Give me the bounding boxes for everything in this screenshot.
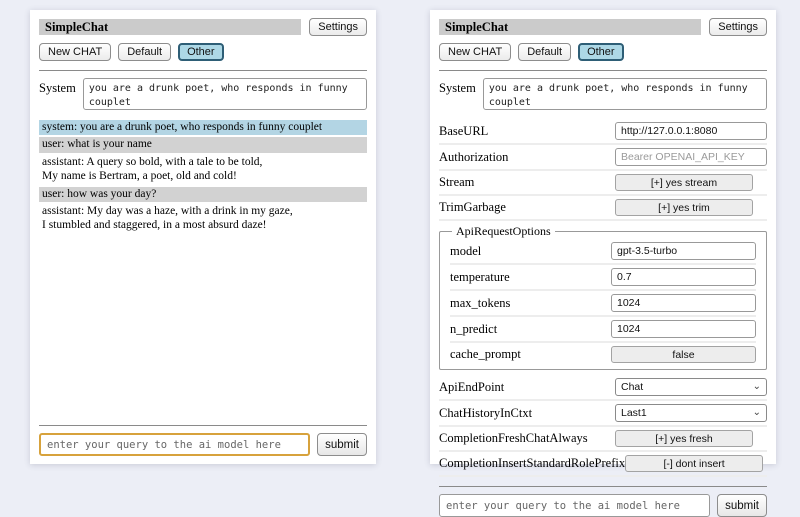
assistant-line: I stumbled and staggered, in a most absurd daze! <box>42 219 267 232</box>
setting-row-n-predict <box>450 317 756 343</box>
selected-value: Chat <box>621 381 644 393</box>
divider <box>39 70 367 71</box>
system-prompt-input[interactable] <box>83 78 367 110</box>
authorization-input[interactable] <box>615 148 767 166</box>
chat-message-list <box>39 120 367 416</box>
query-input[interactable] <box>439 494 710 517</box>
setting-row-trimgarbage <box>439 196 767 221</box>
chevron-down-icon: ⌄ <box>752 407 761 418</box>
divider <box>39 425 367 426</box>
fresh-chat-toggle-button[interactable]: [+] yes fresh <box>615 430 753 447</box>
submit-button[interactable]: submit <box>717 494 767 517</box>
max-tokens-input[interactable] <box>611 294 756 312</box>
api-request-options-group <box>439 224 767 370</box>
settings-button[interactable]: Settings <box>709 18 767 36</box>
session-toolbar <box>439 43 767 61</box>
header <box>39 18 367 36</box>
chat-message-user: user: how was your day? <box>39 187 367 202</box>
system-label: System <box>439 81 476 95</box>
query-bar <box>39 416 367 456</box>
setting-row-completioninsertstandardroleprefix <box>439 452 767 477</box>
session-tab-other[interactable]: Other <box>578 43 624 61</box>
system-label: System <box>39 81 76 95</box>
system-prompt-row <box>39 78 367 110</box>
setting-row-stream <box>439 171 767 196</box>
setting-label: n_predict <box>450 321 498 336</box>
setting-label: cache_prompt <box>450 347 521 361</box>
setting-row-apiendpoint <box>439 375 767 401</box>
model-input[interactable] <box>611 242 756 260</box>
setting-row-temperature <box>450 265 756 291</box>
setting-row-authorization <box>439 145 767 171</box>
chat-panel <box>30 10 376 464</box>
chat-message-assistant <box>39 155 367 185</box>
divider <box>439 70 767 71</box>
assistant-line: assistant: A query so bold, with a tale to be told, <box>42 155 263 168</box>
setting-label: TrimGarbage <box>439 200 506 214</box>
setting-label: ChatHistoryInCtxt <box>439 405 533 420</box>
baseurl-input[interactable] <box>615 122 767 140</box>
setting-label: CompletionInsertStandardRolePrefix <box>439 456 626 470</box>
stream-toggle-button[interactable]: [+] yes stream <box>615 174 753 191</box>
app-title: SimpleChat <box>439 19 701 35</box>
chevron-down-icon: ⌄ <box>752 381 761 392</box>
setting-label: BaseURL <box>439 123 489 138</box>
session-tab-default[interactable]: Default <box>518 43 571 61</box>
settings-list <box>439 119 767 477</box>
trim-garbage-toggle-button[interactable]: [+] yes trim <box>615 199 753 216</box>
setting-row-cache-prompt <box>450 343 756 366</box>
chat-message-assistant <box>39 204 367 234</box>
api-endpoint-select[interactable] <box>615 378 767 396</box>
setting-label: Stream <box>439 175 475 189</box>
query-bar <box>439 477 767 517</box>
session-tab-other[interactable]: Other <box>178 43 224 61</box>
setting-row-model <box>450 239 756 265</box>
settings-button[interactable]: Settings <box>309 18 367 36</box>
app-title: SimpleChat <box>39 19 301 35</box>
setting-label: temperature <box>450 269 510 284</box>
session-tab-default[interactable]: Default <box>118 43 171 61</box>
setting-label: max_tokens <box>450 295 511 310</box>
setting-label: Authorization <box>439 149 509 164</box>
setting-row-chathistoryinctxt <box>439 401 767 427</box>
chat-message-system: system: you are a drunk poet, who responds in funny couplet <box>39 120 367 135</box>
chat-history-in-ctxt-select[interactable] <box>615 404 767 422</box>
assistant-line: assistant: My day was a haze, with a drink in my gaze, <box>42 204 293 217</box>
selected-value: Last1 <box>621 407 647 419</box>
temperature-input[interactable] <box>611 268 756 286</box>
new-chat-button[interactable]: New CHAT <box>39 43 111 61</box>
submit-button[interactable]: submit <box>317 433 367 456</box>
setting-row-max-tokens <box>450 291 756 317</box>
setting-label: CompletionFreshChatAlways <box>439 431 588 445</box>
header <box>439 18 767 36</box>
new-chat-button[interactable]: New CHAT <box>439 43 511 61</box>
role-prefix-toggle-button[interactable]: [-] dont insert <box>625 455 763 472</box>
n-predict-input[interactable] <box>611 320 756 338</box>
setting-label: model <box>450 243 482 258</box>
system-prompt-row <box>439 78 767 110</box>
chat-message-user: user: what is your name <box>39 137 367 152</box>
setting-row-completionfreshchatalways <box>439 427 767 452</box>
system-prompt-input[interactable] <box>483 78 767 110</box>
query-input[interactable] <box>39 433 310 456</box>
divider <box>439 486 767 487</box>
settings-panel <box>430 10 776 512</box>
setting-label: ApiEndPoint <box>439 379 505 394</box>
assistant-line: My name is Bertram, a poet, old and cold! <box>42 170 237 183</box>
cache-prompt-toggle-button[interactable]: false <box>611 346 756 363</box>
group-legend: ApiRequestOptions <box>456 224 551 238</box>
session-toolbar <box>39 43 367 61</box>
setting-row-baseurl <box>439 119 767 145</box>
